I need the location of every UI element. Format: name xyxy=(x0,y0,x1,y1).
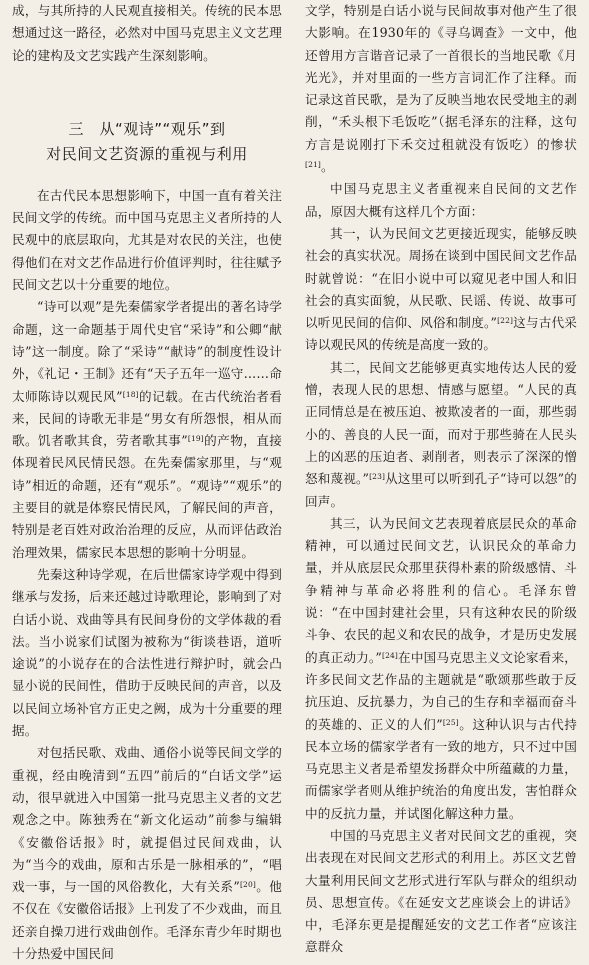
paragraph-text: 这与古代采诗以观民风的传统是高度一致的。 xyxy=(305,315,578,353)
footnote-ref: [18] xyxy=(122,389,139,399)
footnote-ref: [25] xyxy=(442,717,459,727)
paragraph-text: 其二，民间文艺能够更真实地传达人民的爱憎，表现人民的思想、情感与愿望。“人民的真正同情总是在被压迫、被欺凌者的一面，那些弱小的、善良的人民一面，而对于那些骑在人民头上的凶恶的压迫者、剥削者，则表示了深深的憎怒和蔑视。” xyxy=(305,359,577,487)
paragraph xyxy=(12,742,282,965)
paragraph-text: 。他不仅在《安徽俗话报》上刊发了不少戏曲，而且还亲自操刀进行戏曲创作。毛泽东青少年时期也十分热爱中国民间 xyxy=(12,879,282,961)
right-column xyxy=(305,0,577,959)
footnote-ref: [20] xyxy=(239,879,256,889)
paragraph: 中国马克思主义者重视来自民间的文艺作品，原因大概有这样几个方面： xyxy=(305,181,577,219)
footnote-ref: [22] xyxy=(497,316,514,326)
paragraph-text: 的记载。在古代统治者看来，民间的诗歌无非是“男女有所怨恨，相从而歌。饥者歌其食，劳者歌其事” xyxy=(12,388,282,449)
paragraph xyxy=(305,223,577,357)
paragraph: 先秦这种诗学观，在后世儒家诗学观中得到继承与发扬，后来还越过诗歌理论，影响到了对白话小说、戏曲等具有民间身份的文学体裁的看法。当小说家们试图为被称为“街谈巷语，道听途说”的小说存在的合法性进行辩护时，就会凸显小说的民间性，借助于反映民间的声音，以及以民间立场补官方正史之阙，成为十分重要的理据。 xyxy=(12,566,282,739)
paragraph xyxy=(305,357,577,513)
paragraph-text: 其三，认为民间文艺表现着底层民众的革命精神，可以通过民间文艺，认识民众的革命力量，并从底层民众那里获得朴素的阶级感情、斗争精神与革命必将胜利的信心。毛泽东曾说：“在中国封建社会里，只有这种农民的阶级斗争、农民的起义和农民的战争，才是历史发展的真正动力。” xyxy=(305,515,577,665)
paragraph-text: 的产物，直接体现着民风民情民怨。在先秦儒家那里，与“观诗”相近的命题，还有“观乐”。“观诗”“观乐”的主要目的就是体察民情民风，了解民间的声音，特别是老百姓对政治治理的反应，从而评估政治治理效果，儒家民本思想的影响十分明显。 xyxy=(12,433,283,560)
paragraph-text: 从这里可以听到孔子“诗可以怨”的回声。 xyxy=(305,471,577,509)
paragraph-text: 在中国马克思主义文论家看来，许多民间文艺作品的主题就是“歌颂那些敢于反抗压迫、反抗暴力，为自己的生存和幸福而奋斗的英雄的、正义的人们” xyxy=(305,649,577,732)
paragraph: 中国的马克思主义者对民间文艺的重视，突出表现在对民间文艺形式的利用上。苏区文艺曾大量利用民间文艺形式进行军队与群众的组织动员、思想宣传。《在延安文艺座谈会上的讲话》中，毛泽东更是提醒延安的文艺工作者“应该注意群众 xyxy=(305,827,577,955)
section-heading xyxy=(12,117,282,167)
footnote-ref: [23] xyxy=(369,472,386,482)
left-column xyxy=(12,0,282,965)
paragraph-text: 。这种认识与古代持民本立场的儒家学者有一致的地方，只不过中国马克思主义者是希望发扬群众中所蕴藏的力量，而儒家学者则从维护统治的角度出发，害怕群众中的反抗力量，并试图化解这种力量。 xyxy=(305,716,577,821)
paragraph-text: 对包括民歌、戏曲、通俗小说等民间文学的重视，经由晚清到“五四”前后的“白话文学”运动，很早就进入中国第一批马克思主义者的文艺观念之中。陈独秀在“新文化运动”前参与编辑《安徽俗话报》时，就提倡过民间戏曲，认为“当今的戏曲，原和古乐是一脉相承的”，“唱戏一事，与一国的风俗教化，大有关系” xyxy=(12,745,282,895)
section-heading-line1: 三 从“观诗”“观乐”到 xyxy=(68,119,226,138)
paragraph xyxy=(12,296,282,564)
section-heading-line2: 对民间文艺资源的重视与利用 xyxy=(46,144,248,163)
footnote-ref: [21] xyxy=(305,159,321,169)
footnote-ref: [24] xyxy=(382,650,398,660)
paragraph-text: 其一，认为民间文艺更接近现实，能够反映社会的真实状况。周扬在谈到中国民间文艺作品时就曾说：“在旧小说中可以窥见老中国人和旧社会的真实面貌，从民歌、民谣、传说、故事可以听见民间的信仰、风俗和制度。” xyxy=(305,225,577,331)
continuation-paragraph xyxy=(305,0,577,178)
paragraph-text: 。 xyxy=(321,159,334,175)
paragraph-text: “诗可以观”是先秦儒家学者提出的著名诗学命题，这一命题基于周代史官“采诗”和公卿“献诗”这一制度。除了“采诗”“献诗”的制度性设计外，《礼记・王制》还有“天子五年一巡守……命太师陈诗以观民风” xyxy=(12,299,282,404)
footnote-ref: [19] xyxy=(187,434,204,444)
paragraph xyxy=(305,513,577,825)
paragraph: 在古代民本思想影响下，中国一直有着关注民间文学的传统。而中国马克思主义者所持的人民观中的底层取向，尤其是对农民的关注，也使得他们在对文艺作品进行价值评判时，往往赋予民间文艺以十分重要的地位。 xyxy=(12,187,282,293)
continuation-paragraph: 成，与其所持的人民观直接相关。传统的民本思想通过这一路径，必然对中国马克思主义文艺理论的建构及文艺实践产生深刻影响。 xyxy=(12,3,282,63)
paragraph-text: 文学，特别是白话小说与民间故事对他产生了很大影响。在1930年的《寻乌调查》一文中，他还曾用方言谐音记录了一首很长的当地民歌《月光光》，并对里面的一些方言词汇作了注释。而记录这首民歌，是为了反映当地农民受地主的剥削，“禾头根下毛饭吃”（据毛泽东的注释，这句方言是说刚打下禾交过租就没有饭吃）的惨状 xyxy=(305,3,577,152)
